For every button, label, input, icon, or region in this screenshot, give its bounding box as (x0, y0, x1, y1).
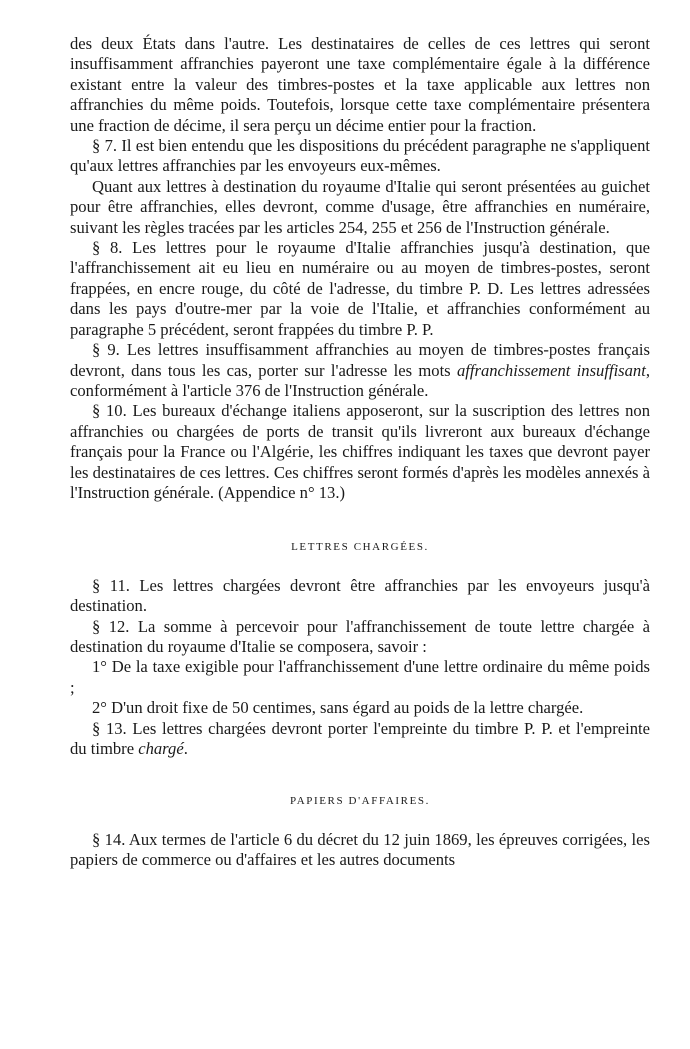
paragraph-section-7-continued: Quant aux lettres à destination du royaume d'Italie qui seront présentées au guichet pour être affranchies, elles devront, comme d'usage, être affranchies en numéraire, suivant les règles tracées par les articles 254, 255 et 256 de l'Instruction générale. (70, 176, 650, 237)
section-9-text-start: § 9. Les lettres insuffisamment affranchies au moyen de timbres-postes français devront, dans tous les cas, porter sur l'adresse les mots (70, 340, 650, 380)
paragraph-section-9 (70, 340, 650, 401)
heading-papiers-affaires: PAPIERS D'AFFAIRES. (290, 795, 430, 808)
paragraph-section-11: § 11. Les lettres chargées devront être affranchies par les envoyeurs jusqu'à destination. (70, 575, 650, 616)
section-13-italic-word: chargé (138, 739, 184, 758)
document-page (70, 34, 650, 871)
paragraph-section-12: § 12. La somme à percevoir pour l'affranchissement de toute lettre chargée à destination du royaume d'Italie se composera, savoir : (70, 616, 650, 656)
heading-lettres-chargees: LETTRES CHARGÉES. (291, 541, 429, 554)
paragraph-section-12-item-1: 1° De la taxe exigible pour l'affranchissement d'une lettre ordinaire du même poids ; (70, 657, 650, 697)
paragraph-section-12-item-2: 2° D'un droit fixe de 50 centimes, sans égard au poids de la lettre chargée. (92, 698, 584, 718)
paragraph-section-14: § 14. Aux termes de l'article 6 du décret du 12 juin 1869, les épreuves corrigées, les papiers de commerce ou d'affaires et les autres documents (70, 829, 650, 870)
paragraph-section-10: § 10. Les bureaux d'échange italiens apposeront, sur la suscription des lettres non affranchies ou chargées de ports de transit qu'ils livreront aux bureaux d'échange français pour la France ou l'Algérie, les chiffres indiquant les taxes que devront payer les destinataires de ces lettres. Ces chiffres seront formés d'après les modèles annexés à l'Instruction générale. (Appendice n° 13.) (70, 401, 650, 502)
section-13-text-end: . (183, 739, 188, 758)
paragraph-section-8: § 8. Les lettres pour le royaume d'Italie affranchies jusqu'à destination, que l'affranchissement ait eu lieu en numéraire ou au moyen de timbres-postes, seront frappées, en encre rouge, du côté de l'adresse, du timbre P. D. Les lettres adressées dans les pays d'outre-mer par la voie de l'Italie, et affranchies conformément au paragraphe 5 précédent, seront frappées du timbre P. P. (70, 238, 650, 339)
paragraph-section-7: § 7. Il est bien entendu que les dispositions du précédent paragraphe ne s'appliquent qu'aux lettres affranchies par les envoyeurs eux-mêmes. (70, 136, 650, 176)
section-13-text-start: § 13. Les lettres chargées devront porter l'empreinte du timbre P. P. et l'empreinte du timbre (70, 718, 650, 758)
paragraph-intro: des deux États dans l'autre. Les destinataires de celles de ces lettres qui seront insuffisamment affranchies payeront une taxe complémentaire égale à la différence existant entre la valeur des timbres-postes et la taxe applicable aux lettres non affranchies du même poids. Toutefois, lorsque cette taxe complémentaire présentera une fraction de décime, il sera perçu un décime entier pour la fraction. (70, 34, 650, 135)
section-9-text-end: , conformément à l'article 376 de l'Instruction générale. (70, 360, 650, 400)
section-9-italic-phrase: affranchissement insuffisant (456, 360, 646, 380)
paragraph-section-13 (70, 719, 650, 760)
